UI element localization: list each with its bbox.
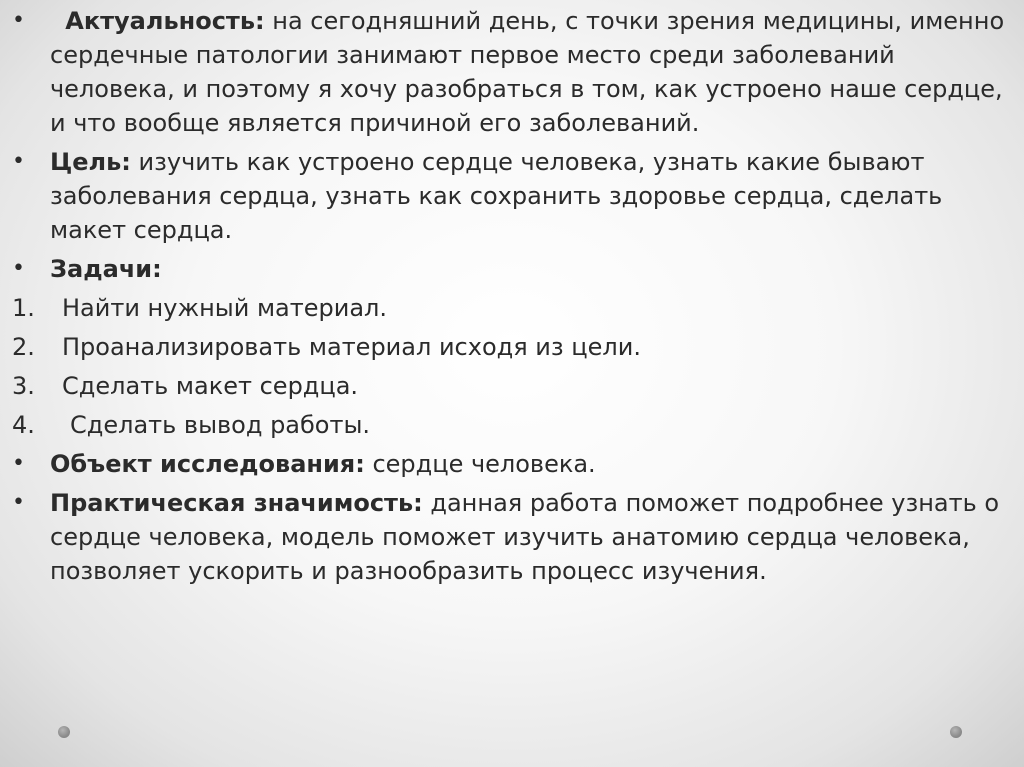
decorative-dot-right [950, 726, 962, 738]
relevance-text: на сегодняшний день, с точки зрения медицины, именно сердечные патологии занимают первое место среди заболеваний человека, и поэтому я хочу разобраться в том, как устроено наше сердце, и что вообще является причиной его заболеваний. [50, 7, 1005, 137]
bullet-marker: • [12, 451, 25, 476]
task-item-2 [12, 330, 1012, 364]
bullet-text [50, 145, 1012, 247]
bullet-text [50, 4, 1012, 140]
task-text: Сделать макет сердца. [62, 372, 359, 400]
bullet-marker: • [12, 490, 25, 515]
slide-content [12, 4, 1012, 593]
bullet-marker: • [12, 8, 25, 33]
bullet-significance [12, 486, 1012, 588]
task-item-3 [12, 369, 1012, 403]
decorative-dot-left [58, 726, 70, 738]
bullet-object [12, 447, 1012, 481]
bullet-tasks [12, 252, 1012, 286]
task-number: 1. [12, 294, 35, 322]
bullet-marker: • [12, 149, 25, 174]
object-label: Объект исследования: [50, 450, 365, 478]
task-item-1 [12, 291, 1012, 325]
task-number: 3. [12, 372, 35, 400]
goal-text: изучить как устроено сердце человека, узнать какие бывают заболевания сердца, узнать как сохранить здоровье сердца, сделать макет сердца. [50, 148, 943, 244]
tasks-label: Задачи: [50, 255, 162, 283]
relevance-label: Актуальность: [65, 7, 265, 35]
bullet-marker: • [12, 256, 25, 281]
significance-label: Практическая значимость: [50, 489, 423, 517]
bullet-text [50, 486, 1012, 588]
goal-label: Цель: [50, 148, 131, 176]
bullet-goal [12, 145, 1012, 247]
task-number: 2. [12, 333, 35, 361]
task-text: Сделать вывод работы. [70, 411, 371, 439]
task-number: 4. [12, 411, 35, 439]
bullet-relevance [12, 4, 1012, 140]
task-text: Проанализировать материал исходя из цели. [62, 333, 641, 361]
bullet-text [50, 447, 1012, 481]
object-text: сердце человека. [364, 450, 596, 478]
task-text: Найти нужный материал. [62, 294, 388, 322]
task-item-4 [12, 408, 1012, 442]
significance-text: данная работа поможет подробнее узнать о сердце человека, модель поможет изучить анатомию сердца человека, позволяет ускорить и разнообразить процесс изучения. [50, 489, 1000, 585]
